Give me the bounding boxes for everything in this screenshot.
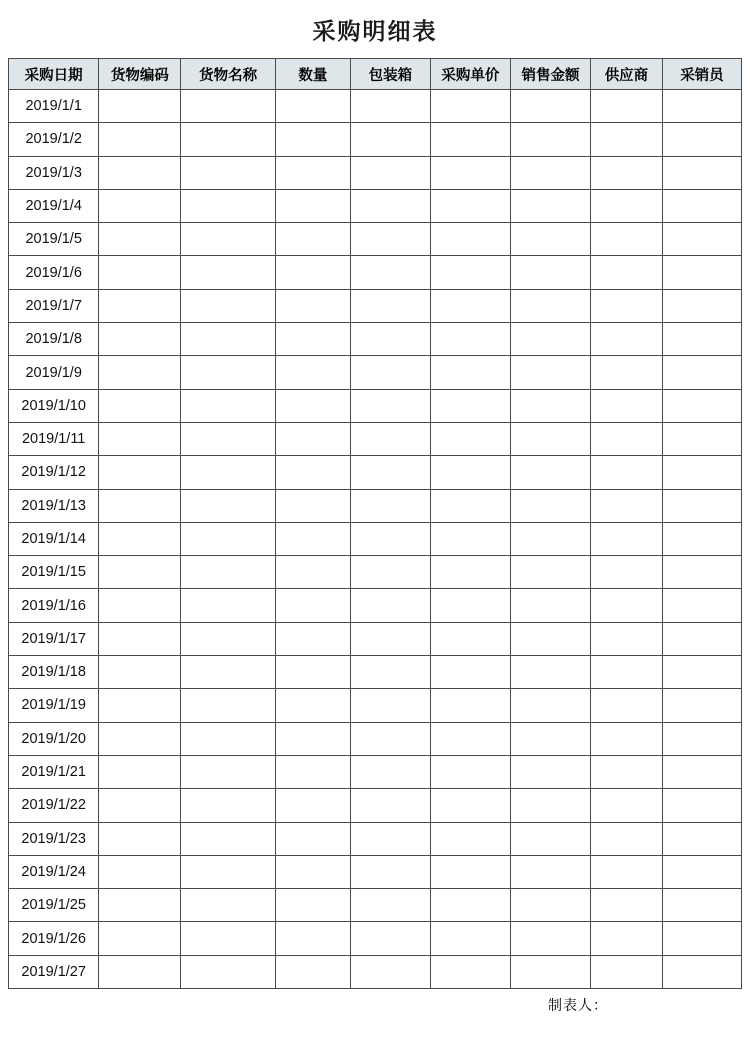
data-cell[interactable] [662,556,741,589]
data-cell[interactable] [662,855,741,888]
data-cell[interactable] [430,589,510,622]
data-cell[interactable] [350,556,430,589]
data-cell[interactable] [510,789,590,822]
data-cell[interactable] [591,289,663,322]
data-cell[interactable] [99,622,181,655]
data-cell[interactable] [430,922,510,955]
table-row [9,456,742,489]
data-cell[interactable] [350,622,430,655]
data-cell[interactable] [591,622,663,655]
footer-band [0,989,750,1021]
data-cell[interactable] [430,822,510,855]
data-cell[interactable] [350,223,430,256]
data-cell[interactable] [275,955,350,988]
data-cell[interactable] [350,256,430,289]
data-cell[interactable] [662,622,741,655]
column-header-3: 数量 [275,59,350,90]
data-cell[interactable] [275,889,350,922]
data-cell[interactable] [591,789,663,822]
data-cell[interactable] [510,922,590,955]
purchase-date-cell[interactable]: 2019/1/9 [9,356,99,389]
data-cell[interactable] [662,189,741,222]
purchase-date-cell[interactable]: 2019/1/10 [9,389,99,422]
data-cell[interactable] [99,722,181,755]
data-cell[interactable] [430,389,510,422]
data-cell[interactable] [510,689,590,722]
data-cell[interactable] [99,90,181,123]
data-cell[interactable] [350,456,430,489]
data-cell[interactable] [275,755,350,788]
table-row [9,589,742,622]
data-cell[interactable] [350,822,430,855]
data-cell[interactable] [591,422,663,455]
data-cell[interactable] [181,323,275,356]
data-cell[interactable] [275,256,350,289]
data-cell[interactable] [662,589,741,622]
table-row [9,622,742,655]
data-cell[interactable] [430,323,510,356]
data-cell[interactable] [591,389,663,422]
column-header-8: 采销员 [662,59,741,90]
data-cell[interactable] [99,422,181,455]
data-cell[interactable] [510,489,590,522]
data-cell[interactable] [510,123,590,156]
purchase-date-cell[interactable]: 2019/1/16 [9,589,99,622]
data-cell[interactable] [181,589,275,622]
data-cell[interactable] [181,855,275,888]
table-row [9,522,742,555]
data-cell[interactable] [181,922,275,955]
data-cell[interactable] [510,223,590,256]
data-cell[interactable] [430,489,510,522]
data-cell[interactable] [275,456,350,489]
data-cell[interactable] [510,389,590,422]
data-cell[interactable] [430,789,510,822]
data-cell[interactable] [662,822,741,855]
purchase-date-cell[interactable]: 2019/1/24 [9,855,99,888]
data-cell[interactable] [430,689,510,722]
data-cell[interactable] [591,689,663,722]
table-row [9,389,742,422]
table-row [9,223,742,256]
data-cell[interactable] [350,356,430,389]
data-cell[interactable] [181,256,275,289]
data-cell[interactable] [430,223,510,256]
data-cell[interactable] [510,822,590,855]
data-cell[interactable] [662,489,741,522]
data-cell[interactable] [275,123,350,156]
data-cell[interactable] [430,156,510,189]
data-cell[interactable] [510,755,590,788]
data-cell[interactable] [662,123,741,156]
data-cell[interactable] [510,156,590,189]
data-cell[interactable] [275,489,350,522]
data-cell[interactable] [662,889,741,922]
table-row [9,755,742,788]
data-cell[interactable] [591,456,663,489]
purchase-date-cell[interactable]: 2019/1/25 [9,889,99,922]
data-cell[interactable] [99,855,181,888]
data-cell[interactable] [275,656,350,689]
table-row [9,189,742,222]
data-cell[interactable] [99,289,181,322]
table-row [9,722,742,755]
data-cell[interactable] [430,889,510,922]
data-cell[interactable] [430,855,510,888]
data-cell[interactable] [275,822,350,855]
data-cell[interactable] [430,955,510,988]
column-header-5: 采购单价 [430,59,510,90]
data-cell[interactable] [591,556,663,589]
data-cell[interactable] [275,323,350,356]
data-cell[interactable] [275,622,350,655]
data-cell[interactable] [591,755,663,788]
data-cell[interactable] [510,356,590,389]
data-cell[interactable] [430,755,510,788]
title-band [0,0,750,58]
data-cell[interactable] [350,589,430,622]
data-cell[interactable] [99,522,181,555]
data-cell[interactable] [430,722,510,755]
data-cell[interactable] [430,622,510,655]
data-cell[interactable] [430,189,510,222]
data-cell[interactable] [350,955,430,988]
data-cell[interactable] [99,489,181,522]
purchase-date-cell[interactable]: 2019/1/23 [9,822,99,855]
purchase-date-cell[interactable]: 2019/1/17 [9,622,99,655]
table-body [9,90,742,989]
purchase-date-cell[interactable]: 2019/1/27 [9,955,99,988]
data-cell[interactable] [181,422,275,455]
data-cell[interactable] [181,889,275,922]
table-row [9,789,742,822]
data-cell[interactable] [430,289,510,322]
data-cell[interactable] [662,323,741,356]
data-cell[interactable] [591,123,663,156]
data-cell[interactable] [350,156,430,189]
data-cell[interactable] [181,955,275,988]
data-cell[interactable] [430,556,510,589]
data-cell[interactable] [510,256,590,289]
data-cell[interactable] [181,189,275,222]
table-row [9,289,742,322]
data-cell[interactable] [591,855,663,888]
column-header-4: 包装箱 [350,59,430,90]
data-cell[interactable] [662,223,741,256]
page-title: 采购明细表 [312,17,438,44]
data-cell[interactable] [662,289,741,322]
data-cell[interactable] [99,189,181,222]
data-cell[interactable] [430,123,510,156]
data-cell[interactable] [275,522,350,555]
data-cell[interactable] [181,489,275,522]
data-cell[interactable] [510,90,590,123]
table-row [9,822,742,855]
data-cell[interactable] [99,356,181,389]
data-cell[interactable] [662,389,741,422]
purchase-date-cell[interactable]: 2019/1/5 [9,223,99,256]
data-cell[interactable] [350,323,430,356]
data-cell[interactable] [275,389,350,422]
data-cell[interactable] [662,456,741,489]
data-cell[interactable] [350,789,430,822]
column-header-7: 供应商 [591,59,663,90]
table-row [9,356,742,389]
data-cell[interactable] [591,489,663,522]
data-cell[interactable] [510,323,590,356]
data-cell[interactable] [510,855,590,888]
data-cell[interactable] [662,656,741,689]
data-cell[interactable] [275,90,350,123]
purchase-date-cell[interactable]: 2019/1/12 [9,456,99,489]
data-cell[interactable] [510,456,590,489]
data-cell[interactable] [275,789,350,822]
data-cell[interactable] [591,822,663,855]
data-cell[interactable] [99,755,181,788]
data-cell[interactable] [99,389,181,422]
table-row [9,489,742,522]
data-cell[interactable] [510,522,590,555]
data-cell[interactable] [591,90,663,123]
data-cell[interactable] [181,722,275,755]
column-header-6: 销售金额 [510,59,590,90]
data-cell[interactable] [350,422,430,455]
data-cell[interactable] [591,156,663,189]
data-cell[interactable] [181,755,275,788]
table-row [9,156,742,189]
table-row [9,689,742,722]
data-cell[interactable] [181,656,275,689]
data-cell[interactable] [275,589,350,622]
data-cell[interactable] [662,789,741,822]
data-cell[interactable] [662,955,741,988]
purchase-date-cell[interactable]: 2019/1/21 [9,755,99,788]
table-row [9,422,742,455]
data-cell[interactable] [662,722,741,755]
column-header-1: 货物编码 [99,59,181,90]
column-header-0: 采购日期 [9,59,99,90]
data-cell[interactable] [591,189,663,222]
table-row [9,323,742,356]
data-cell[interactable] [181,389,275,422]
data-cell[interactable] [350,722,430,755]
data-cell[interactable] [350,656,430,689]
data-cell[interactable] [181,289,275,322]
data-cell[interactable] [430,422,510,455]
data-cell[interactable] [275,289,350,322]
data-cell[interactable] [181,522,275,555]
column-header-2: 货物名称 [181,59,275,90]
preparer-label: 制表人： [548,997,608,1014]
table-row [9,556,742,589]
data-cell[interactable] [350,389,430,422]
data-cell[interactable] [275,556,350,589]
data-cell[interactable] [181,622,275,655]
data-cell[interactable] [275,855,350,888]
data-cell[interactable] [510,889,590,922]
data-cell[interactable] [510,556,590,589]
purchase-date-cell[interactable]: 2019/1/4 [9,189,99,222]
data-cell[interactable] [510,289,590,322]
purchase-date-cell[interactable]: 2019/1/19 [9,689,99,722]
table-row [9,656,742,689]
data-cell[interactable] [350,689,430,722]
data-cell[interactable] [350,522,430,555]
data-cell[interactable] [350,123,430,156]
table-row [9,922,742,955]
purchase-date-cell[interactable]: 2019/1/15 [9,556,99,589]
data-cell[interactable] [181,689,275,722]
data-cell[interactable] [275,356,350,389]
data-cell[interactable] [350,189,430,222]
data-cell[interactable] [662,256,741,289]
data-cell[interactable] [591,256,663,289]
data-cell[interactable] [275,223,350,256]
data-cell[interactable] [662,156,741,189]
data-cell[interactable] [350,922,430,955]
purchase-date-cell[interactable]: 2019/1/13 [9,489,99,522]
data-cell[interactable] [99,955,181,988]
table-header-row [9,59,742,90]
data-cell[interactable] [591,656,663,689]
data-cell[interactable] [662,90,741,123]
purchase-date-cell[interactable]: 2019/1/8 [9,323,99,356]
data-cell[interactable] [275,922,350,955]
data-cell[interactable] [181,822,275,855]
purchase-detail-table [8,58,742,989]
purchase-date-cell[interactable]: 2019/1/22 [9,789,99,822]
data-cell[interactable] [591,922,663,955]
table-row [9,955,742,988]
purchase-date-cell[interactable]: 2019/1/3 [9,156,99,189]
data-cell[interactable] [181,456,275,489]
data-cell[interactable] [181,123,275,156]
data-cell[interactable] [99,256,181,289]
data-cell[interactable] [99,156,181,189]
data-cell[interactable] [99,589,181,622]
data-cell[interactable] [99,323,181,356]
purchase-date-cell[interactable]: 2019/1/2 [9,123,99,156]
data-cell[interactable] [591,356,663,389]
data-cell[interactable] [99,223,181,256]
data-cell[interactable] [181,156,275,189]
data-cell[interactable] [591,223,663,256]
purchase-date-cell[interactable]: 2019/1/20 [9,722,99,755]
purchase-date-cell[interactable]: 2019/1/7 [9,289,99,322]
data-cell[interactable] [430,90,510,123]
data-cell[interactable] [510,656,590,689]
data-cell[interactable] [275,189,350,222]
data-cell[interactable] [350,755,430,788]
data-cell[interactable] [662,422,741,455]
data-cell[interactable] [275,422,350,455]
data-cell[interactable] [350,289,430,322]
data-cell[interactable] [510,722,590,755]
table-row [9,256,742,289]
data-cell[interactable] [430,522,510,555]
data-cell[interactable] [591,955,663,988]
data-cell[interactable] [350,90,430,123]
data-cell[interactable] [99,456,181,489]
purchase-date-cell[interactable]: 2019/1/1 [9,90,99,123]
data-cell[interactable] [181,789,275,822]
data-cell[interactable] [99,922,181,955]
purchase-date-cell[interactable]: 2019/1/6 [9,256,99,289]
data-cell[interactable] [662,755,741,788]
data-cell[interactable] [510,622,590,655]
table-row [9,123,742,156]
data-cell[interactable] [430,356,510,389]
data-cell[interactable] [275,689,350,722]
data-cell[interactable] [510,189,590,222]
data-cell[interactable] [275,156,350,189]
data-cell[interactable] [181,90,275,123]
purchase-date-cell[interactable]: 2019/1/11 [9,422,99,455]
data-cell[interactable] [99,689,181,722]
data-cell[interactable] [181,223,275,256]
table-row [9,855,742,888]
purchase-date-cell[interactable]: 2019/1/26 [9,922,99,955]
data-cell[interactable] [99,656,181,689]
data-cell[interactable] [591,323,663,356]
data-cell[interactable] [99,123,181,156]
data-cell[interactable] [275,722,350,755]
data-cell[interactable] [591,722,663,755]
table-row [9,90,742,123]
data-cell[interactable] [430,256,510,289]
data-cell[interactable] [99,556,181,589]
data-cell[interactable] [662,922,741,955]
data-cell[interactable] [430,656,510,689]
data-cell[interactable] [99,822,181,855]
data-cell[interactable] [662,689,741,722]
data-cell[interactable] [181,356,275,389]
table-row [9,889,742,922]
data-cell[interactable] [662,356,741,389]
data-cell[interactable] [181,556,275,589]
purchase-date-cell[interactable]: 2019/1/18 [9,656,99,689]
data-cell[interactable] [662,522,741,555]
data-cell[interactable] [99,789,181,822]
purchase-date-cell[interactable]: 2019/1/14 [9,522,99,555]
data-cell[interactable] [430,456,510,489]
data-cell[interactable] [591,889,663,922]
data-cell[interactable] [510,422,590,455]
data-cell[interactable] [510,589,590,622]
data-cell[interactable] [350,489,430,522]
data-cell[interactable] [591,522,663,555]
data-cell[interactable] [510,955,590,988]
data-cell[interactable] [591,589,663,622]
data-cell[interactable] [350,855,430,888]
data-cell[interactable] [350,889,430,922]
data-cell[interactable] [99,889,181,922]
